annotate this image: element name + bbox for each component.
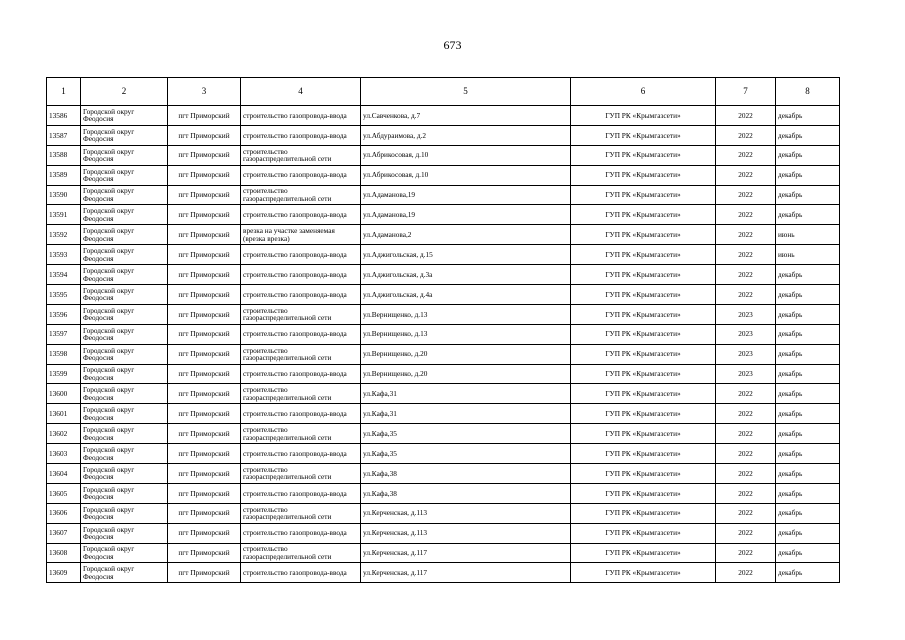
address-cell: ул.Вернищенко, д.13 [361, 304, 571, 324]
municipality-cell: Городской округ Феодосия [81, 205, 168, 225]
settlement-cell: пгт Приморский [168, 285, 241, 305]
organization-cell: ГУП РК «Крымгазсети» [571, 384, 716, 404]
table-row [47, 424, 840, 444]
year-cell: 2022 [716, 165, 776, 185]
settlement-cell: пгт Приморский [168, 106, 241, 126]
year-cell: 2023 [716, 364, 776, 384]
month-cell: декабрь [776, 483, 840, 503]
work-type-cell: строительство газораспределительной сети [241, 464, 361, 484]
work-type-cell: строительство газопровода-ввода [241, 364, 361, 384]
row-number-cell: 13586 [47, 106, 81, 126]
column-header: 4 [241, 78, 361, 106]
work-type-cell: строительство газораспределительной сети [241, 503, 361, 523]
month-cell: декабрь [776, 125, 840, 145]
month-cell: декабрь [776, 523, 840, 543]
year-cell: 2022 [716, 205, 776, 225]
municipality-cell: Городской округ Феодосия [81, 185, 168, 205]
work-type-cell: строительство газопровода-ввода [241, 563, 361, 583]
table-row [47, 404, 840, 424]
year-cell: 2022 [716, 185, 776, 205]
row-number-cell: 13605 [47, 483, 81, 503]
table-row [47, 543, 840, 563]
organization-cell: ГУП РК «Крымгазсети» [571, 285, 716, 305]
address-cell: ул.Керченская, д.113 [361, 523, 571, 543]
organization-cell: ГУП РК «Крымгазсети» [571, 205, 716, 225]
work-type-cell: строительство газопровода-ввода [241, 106, 361, 126]
column-header: 8 [776, 78, 840, 106]
work-type-cell: строительство газопровода-ввода [241, 324, 361, 344]
work-type-cell: строительство газораспределительной сети [241, 384, 361, 404]
work-type-cell: строительство газопровода-ввода [241, 404, 361, 424]
settlement-cell: пгт Приморский [168, 444, 241, 464]
year-cell: 2022 [716, 404, 776, 424]
address-cell: ул.Вернищенко, д.20 [361, 344, 571, 364]
row-number-cell: 13593 [47, 245, 81, 265]
municipality-cell: Городской округ Феодосия [81, 483, 168, 503]
year-cell: 2022 [716, 563, 776, 583]
address-cell: ул.Адаманова,19 [361, 205, 571, 225]
work-type-cell: строительство газораспределительной сети [241, 185, 361, 205]
work-type-cell: строительство газопровода-ввода [241, 265, 361, 285]
organization-cell: ГУП РК «Крымгазсети» [571, 404, 716, 424]
work-type-cell: строительство газораспределительной сети [241, 145, 361, 165]
row-number-cell: 13604 [47, 464, 81, 484]
municipality-cell: Городской округ Феодосия [81, 245, 168, 265]
organization-cell: ГУП РК «Крымгазсети» [571, 304, 716, 324]
municipality-cell: Городской округ Феодосия [81, 503, 168, 523]
table-row [47, 265, 840, 285]
column-header: 2 [81, 78, 168, 106]
municipality-cell: Городской округ Феодосия [81, 106, 168, 126]
address-cell: ул.Адаманова,19 [361, 185, 571, 205]
address-cell: ул.Вернищенко, д.20 [361, 364, 571, 384]
work-type-cell: строительство газораспределительной сети [241, 344, 361, 364]
organization-cell: ГУП РК «Крымгазсети» [571, 165, 716, 185]
work-type-cell: строительство газопровода-ввода [241, 285, 361, 305]
settlement-cell: пгт Приморский [168, 245, 241, 265]
row-number-cell: 13599 [47, 364, 81, 384]
row-number-cell: 13591 [47, 205, 81, 225]
settlement-cell: пгт Приморский [168, 464, 241, 484]
row-number-cell: 13600 [47, 384, 81, 404]
municipality-cell: Городской округ Феодосия [81, 285, 168, 305]
year-cell: 2022 [716, 503, 776, 523]
gasification-table [46, 77, 840, 583]
address-cell: ул.Кафа,31 [361, 404, 571, 424]
year-cell: 2022 [716, 483, 776, 503]
row-number-cell: 13594 [47, 265, 81, 285]
settlement-cell: пгт Приморский [168, 483, 241, 503]
municipality-cell: Городской округ Феодосия [81, 384, 168, 404]
organization-cell: ГУП РК «Крымгазсети» [571, 185, 716, 205]
municipality-cell: Городской округ Феодосия [81, 464, 168, 484]
work-type-cell: строительство газопровода-ввода [241, 245, 361, 265]
work-type-cell: строительство газораспределительной сети [241, 424, 361, 444]
column-header: 5 [361, 78, 571, 106]
page-number: 673 [443, 38, 462, 52]
row-number-cell: 13603 [47, 444, 81, 464]
municipality-cell: Городской округ Феодосия [81, 165, 168, 185]
row-number-cell: 13589 [47, 165, 81, 185]
year-cell: 2023 [716, 324, 776, 344]
settlement-cell: пгт Приморский [168, 324, 241, 344]
municipality-cell: Городской округ Феодосия [81, 563, 168, 583]
year-cell: 2022 [716, 424, 776, 444]
month-cell: декабрь [776, 324, 840, 344]
organization-cell: ГУП РК «Крымгазсети» [571, 563, 716, 583]
settlement-cell: пгт Приморский [168, 125, 241, 145]
work-type-cell: строительство газопровода-ввода [241, 444, 361, 464]
address-cell: ул.Абрикосовая, д.10 [361, 165, 571, 185]
work-type-cell: строительство газопровода-ввода [241, 165, 361, 185]
organization-cell: ГУП РК «Крымгазсети» [571, 483, 716, 503]
municipality-cell: Городской округ Феодосия [81, 424, 168, 444]
year-cell: 2022 [716, 285, 776, 305]
row-number-cell: 13608 [47, 543, 81, 563]
municipality-cell: Городской округ Феодосия [81, 265, 168, 285]
settlement-cell: пгт Приморский [168, 165, 241, 185]
organization-cell: ГУП РК «Крымгазсети» [571, 364, 716, 384]
month-cell: декабрь [776, 285, 840, 305]
work-type-cell: строительство газопровода-ввода [241, 523, 361, 543]
table-row [47, 563, 840, 583]
table-header-row [47, 78, 840, 106]
month-cell: декабрь [776, 384, 840, 404]
municipality-cell: Городской округ Феодосия [81, 364, 168, 384]
settlement-cell: пгт Приморский [168, 344, 241, 364]
row-number-cell: 13592 [47, 225, 81, 245]
month-cell: декабрь [776, 424, 840, 444]
row-number-cell: 13587 [47, 125, 81, 145]
address-cell: ул.Аджигольская, д.15 [361, 245, 571, 265]
municipality-cell: Городской округ Феодосия [81, 523, 168, 543]
address-cell: ул.Аджигольская, д.3а [361, 265, 571, 285]
month-cell: декабрь [776, 106, 840, 126]
table-row [47, 444, 840, 464]
row-number-cell: 13601 [47, 404, 81, 424]
organization-cell: ГУП РК «Крымгазсети» [571, 424, 716, 444]
settlement-cell: пгт Приморский [168, 543, 241, 563]
settlement-cell: пгт Приморский [168, 225, 241, 245]
organization-cell: ГУП РК «Крымгазсети» [571, 324, 716, 344]
table-row [47, 245, 840, 265]
settlement-cell: пгт Приморский [168, 265, 241, 285]
column-header: 6 [571, 78, 716, 106]
row-number-cell: 13606 [47, 503, 81, 523]
settlement-cell: пгт Приморский [168, 304, 241, 324]
address-cell: ул.Кафа,38 [361, 483, 571, 503]
year-cell: 2022 [716, 384, 776, 404]
table-row [47, 464, 840, 484]
month-cell: декабрь [776, 543, 840, 563]
address-cell: ул.Керченская, д.113 [361, 503, 571, 523]
month-cell: декабрь [776, 205, 840, 225]
municipality-cell: Городской округ Феодосия [81, 404, 168, 424]
settlement-cell: пгт Приморский [168, 563, 241, 583]
address-cell: ул.Кафа,38 [361, 464, 571, 484]
year-cell: 2022 [716, 523, 776, 543]
settlement-cell: пгт Приморский [168, 145, 241, 165]
table-row [47, 364, 840, 384]
address-cell: ул.Савченкова, д.7 [361, 106, 571, 126]
address-cell: ул.Вернищенко, д.13 [361, 324, 571, 344]
row-number-cell: 13588 [47, 145, 81, 165]
address-cell: ул.Адаманова,2 [361, 225, 571, 245]
row-number-cell: 13607 [47, 523, 81, 543]
year-cell: 2022 [716, 265, 776, 285]
municipality-cell: Городской округ Феодосия [81, 444, 168, 464]
table-row [47, 145, 840, 165]
municipality-cell: Городской округ Феодосия [81, 125, 168, 145]
table-row [47, 225, 840, 245]
row-number-cell: 13597 [47, 324, 81, 344]
work-type-cell: строительство газораспределительной сети [241, 543, 361, 563]
municipality-cell: Городской округ Феодосия [81, 324, 168, 344]
row-number-cell: 13609 [47, 563, 81, 583]
table-row [47, 125, 840, 145]
month-cell: декабрь [776, 503, 840, 523]
row-number-cell: 13595 [47, 285, 81, 305]
work-type-cell: строительство газопровода-ввода [241, 205, 361, 225]
organization-cell: ГУП РК «Крымгазсети» [571, 464, 716, 484]
row-number-cell: 13596 [47, 304, 81, 324]
month-cell: декабрь [776, 563, 840, 583]
municipality-cell: Городской округ Феодосия [81, 344, 168, 364]
municipality-cell: Городской округ Феодосия [81, 543, 168, 563]
year-cell: 2022 [716, 106, 776, 126]
table-row [47, 384, 840, 404]
settlement-cell: пгт Приморский [168, 364, 241, 384]
settlement-cell: пгт Приморский [168, 424, 241, 444]
work-type-cell: строительство газопровода-ввода [241, 483, 361, 503]
year-cell: 2022 [716, 543, 776, 563]
month-cell: декабрь [776, 344, 840, 364]
settlement-cell: пгт Приморский [168, 503, 241, 523]
month-cell: декабрь [776, 185, 840, 205]
municipality-cell: Городской округ Феодосия [81, 225, 168, 245]
organization-cell: ГУП РК «Крымгазсети» [571, 543, 716, 563]
table-row [47, 285, 840, 305]
table-row [47, 185, 840, 205]
work-type-cell: строительство газораспределительной сети [241, 304, 361, 324]
address-cell: ул.Абдураимова, д.2 [361, 125, 571, 145]
address-cell: ул.Кафа,35 [361, 424, 571, 444]
month-cell: декабрь [776, 444, 840, 464]
month-cell: декабрь [776, 464, 840, 484]
year-cell: 2022 [716, 444, 776, 464]
address-cell: ул.Аджигольская, д.4а [361, 285, 571, 305]
column-header: 7 [716, 78, 776, 106]
month-cell: декабрь [776, 364, 840, 384]
column-header: 3 [168, 78, 241, 106]
address-cell: ул.Кафа,31 [361, 384, 571, 404]
table-row [47, 205, 840, 225]
year-cell: 2022 [716, 245, 776, 265]
organization-cell: ГУП РК «Крымгазсети» [571, 225, 716, 245]
month-cell: декабрь [776, 304, 840, 324]
address-cell: ул.Керченская, д.117 [361, 543, 571, 563]
column-header: 1 [47, 78, 81, 106]
settlement-cell: пгт Приморский [168, 185, 241, 205]
organization-cell: ГУП РК «Крымгазсети» [571, 125, 716, 145]
table-row [47, 344, 840, 364]
table-row [47, 304, 840, 324]
settlement-cell: пгт Приморский [168, 205, 241, 225]
year-cell: 2022 [716, 145, 776, 165]
month-cell: декабрь [776, 404, 840, 424]
municipality-cell: Городской округ Феодосия [81, 145, 168, 165]
organization-cell: ГУП РК «Крымгазсети» [571, 523, 716, 543]
month-cell: декабрь [776, 145, 840, 165]
settlement-cell: пгт Приморский [168, 384, 241, 404]
month-cell: июнь [776, 245, 840, 265]
organization-cell: ГУП РК «Крымгазсети» [571, 245, 716, 265]
year-cell: 2022 [716, 125, 776, 145]
table-row [47, 165, 840, 185]
row-number-cell: 13590 [47, 185, 81, 205]
year-cell: 2022 [716, 464, 776, 484]
organization-cell: ГУП РК «Крымгазсети» [571, 503, 716, 523]
organization-cell: ГУП РК «Крымгазсети» [571, 106, 716, 126]
organization-cell: ГУП РК «Крымгазсети» [571, 444, 716, 464]
table-row [47, 106, 840, 126]
work-type-cell: врезка на участке заменяемая (врезка врезка) [241, 225, 361, 245]
settlement-cell: пгт Приморский [168, 523, 241, 543]
address-cell: ул.Кафа,35 [361, 444, 571, 464]
table-row [47, 483, 840, 503]
year-cell: 2023 [716, 344, 776, 364]
table-row [47, 503, 840, 523]
row-number-cell: 13602 [47, 424, 81, 444]
organization-cell: ГУП РК «Крымгазсети» [571, 344, 716, 364]
municipality-cell: Городской округ Феодосия [81, 304, 168, 324]
settlement-cell: пгт Приморский [168, 404, 241, 424]
table-row [47, 523, 840, 543]
year-cell: 2023 [716, 304, 776, 324]
address-cell: ул.Абрикосовая, д.10 [361, 145, 571, 165]
work-type-cell: строительство газопровода-ввода [241, 125, 361, 145]
organization-cell: ГУП РК «Крымгазсети» [571, 265, 716, 285]
year-cell: 2022 [716, 225, 776, 245]
organization-cell: ГУП РК «Крымгазсети» [571, 145, 716, 165]
table-row [47, 324, 840, 344]
month-cell: декабрь [776, 265, 840, 285]
month-cell: июнь [776, 225, 840, 245]
month-cell: декабрь [776, 165, 840, 185]
address-cell: ул.Керченская, д.117 [361, 563, 571, 583]
row-number-cell: 13598 [47, 344, 81, 364]
